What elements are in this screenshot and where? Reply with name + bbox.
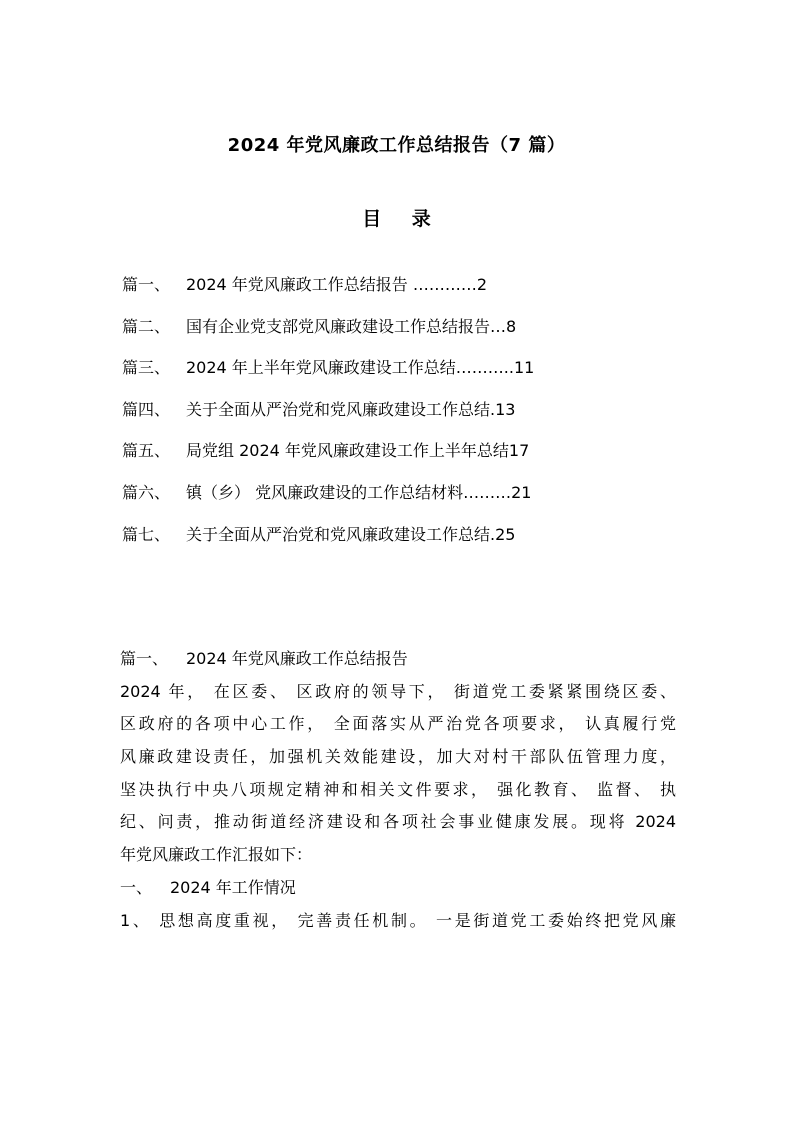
toc-entry-title: 国有企业党支部党风廉政建设工作总结报告… xyxy=(186,316,507,336)
toc-entry-title: 关于全面从严治党和党风廉政建设工作总结. xyxy=(186,399,496,419)
toc-entry-number: 篇四、 xyxy=(122,399,171,419)
toc-heading: 目 录 xyxy=(362,208,443,230)
toc-entry-page: 2 xyxy=(476,275,488,294)
toc-entry-number: 篇五、 xyxy=(122,441,171,461)
document-title: 2024 年党风廉政工作总结报告（7 篇） xyxy=(227,135,566,156)
subheading-number: 一、 xyxy=(120,877,153,897)
toc-entry-page: 25 xyxy=(495,524,516,544)
paragraph-line: 风廉政建设责任，加强机关效能建设，加大对村干部队伍管理力度， xyxy=(120,747,676,767)
toc-entry-page: 8 xyxy=(506,316,517,336)
toc-entry-7[interactable] xyxy=(122,522,682,564)
table-of-contents xyxy=(122,272,682,563)
toc-entry-number: 篇六、 xyxy=(122,482,171,502)
section-heading xyxy=(120,643,676,676)
section-number: 篇一、 xyxy=(120,649,169,668)
paragraph-line: 坚决执行中央八项规定精神和相关文件要求， 强化教育、 监督、 执 xyxy=(120,779,676,799)
toc-entry-3[interactable] xyxy=(122,355,682,397)
item-line: 1、 思想高度重视， 完善责任机制。 一是街道党工委始终把党风廉 xyxy=(120,910,676,930)
paragraph-line: 2024 年， 在区委、 区政府的领导下， 街道党工委紧紧围绕区委、 xyxy=(120,681,676,701)
toc-entry-page: 21 xyxy=(511,482,532,502)
toc-entry-2[interactable] xyxy=(122,314,682,356)
toc-entry-title: 局党组 2024 年党风廉政建设工作上半年总结 xyxy=(186,441,509,461)
toc-entry-page: 17 xyxy=(508,441,530,461)
toc-entry-6[interactable] xyxy=(122,480,682,522)
section-title: 2024 年党风廉政工作总结报告 xyxy=(186,649,408,668)
toc-entry-5[interactable] xyxy=(122,438,682,480)
subheading xyxy=(120,872,676,905)
toc-entry-number: 篇二、 xyxy=(122,316,171,336)
paragraph-line: 年党风廉政工作汇报如下： xyxy=(120,845,313,865)
toc-entry-title: 镇（乡） 党风廉政建设的工作总结材料……… xyxy=(186,482,512,502)
paragraph-line: 区政府的各项中心工作， 全面落实从严治党各项要求， 认真履行党 xyxy=(120,714,676,734)
document-body xyxy=(120,643,676,937)
toc-entry-title: 关于全面从严治党和党风廉政建设工作总结. xyxy=(186,524,496,544)
toc-entry-number: 篇一、 xyxy=(122,275,171,294)
body-paragraph xyxy=(120,676,676,872)
toc-entry-number: 篇三、 xyxy=(122,358,171,378)
toc-entry-page: 13 xyxy=(495,399,516,419)
toc-entry-title: 2024 年上半年党风廉政建设工作总结……….. xyxy=(186,358,514,378)
toc-entry-1[interactable] xyxy=(122,272,682,314)
toc-entry-page: 11 xyxy=(513,358,535,378)
toc-entry-title: 2024 年党风廉政工作总结报告 ………… xyxy=(186,275,477,294)
toc-entry-4[interactable] xyxy=(122,397,682,439)
subheading-title: 2024 年工作情况 xyxy=(170,877,296,897)
paragraph-line: 纪、问责，推动街道经济建设和各项社会事业健康发展。现将 2024 xyxy=(120,812,676,832)
toc-entry-number: 篇七、 xyxy=(122,524,171,544)
